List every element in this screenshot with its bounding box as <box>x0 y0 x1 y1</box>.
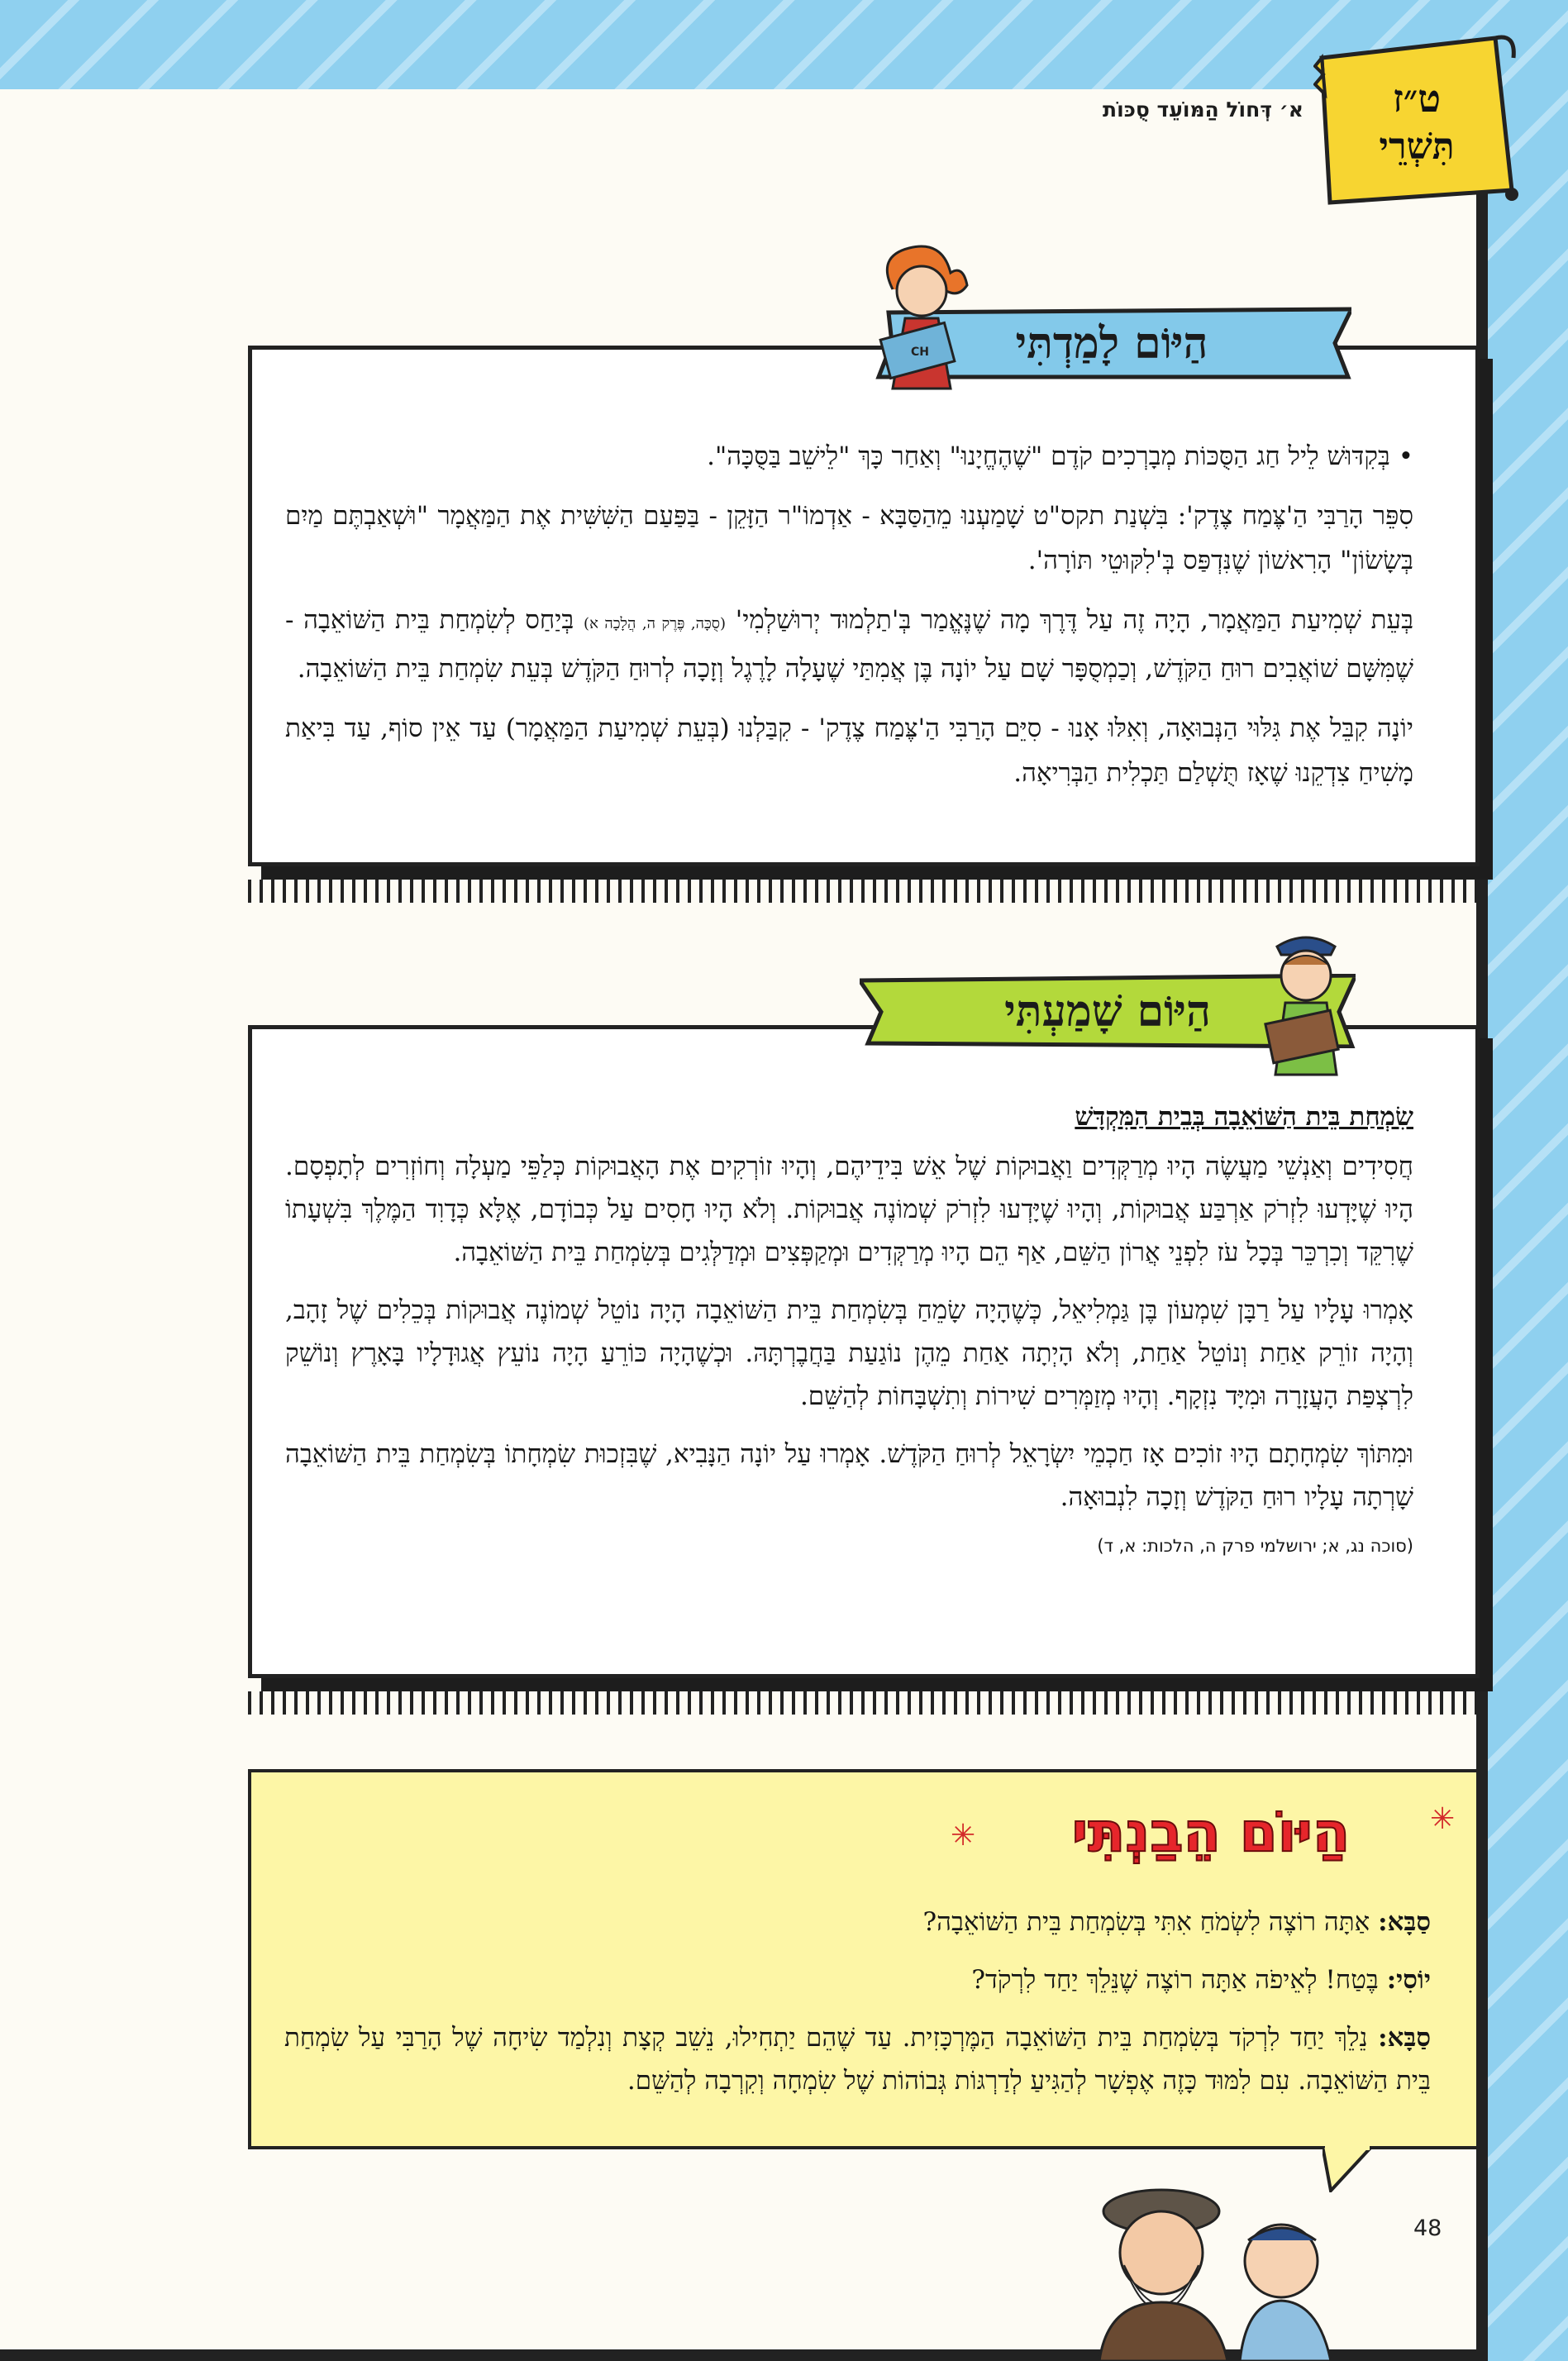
learned-paragraph: סִפֵּר הָרַבִּי הַ'צֶּמַח צֶדֶק': בִּשְׁנַת תקס"ט שָׁמַעְנוּ מֵהַסַּבָּא - אַדְמוֹ"ר הַזָּקֵן - בַּפַּעַם הַשִּׁשִּׁית אֶת הַמַּאֲמָר "וּשְׁאַבְתֶּם מַיִם בְּשָׂשׂוֹן" הָרִאשׁוֹן שֶׁנִּדְפַּס בְּ'לִקּוּטֵי תּוֹרָה'. <box>285 501 1413 575</box>
girl-reading-illustration <box>860 240 984 397</box>
dialogue-line <box>284 2016 1431 2102</box>
learned-p3-reference: (סֻכָּה, פֶּרֶק ה, הֲלָכָה א) <box>584 615 727 632</box>
heard-story-title: שִׂמְחַת בֵּית הַשּׁוֹאֵבָה בְּבֵית הַמִּקְדָּשׁ <box>1075 1102 1413 1132</box>
learned-paragraph: • בְּקִדּוּשׁ לֵיל חַג הַסֻּכּוֹת מְבָרְכִים קֹדֶם "שֶׁהֶחֱיָנוּ" וְאַחַר כָּךְ "לֵישֵׁב בַּסֻּכָּה". <box>707 441 1413 471</box>
page-number: 48 <box>1413 2216 1442 2241</box>
learned-p3-start: בְּעֵת שְׁמִיעַת הַמַּאֲמָר, הָיָה זֶה עַל דֶּרֶךְ מָה שֶׁנֶּאֱמַר בְּ'תַלְמוּד יְרוּשַׁלְמִי' <box>735 605 1414 635</box>
dialogue-line <box>284 1958 1431 2001</box>
date-day: ט״ז <box>1392 76 1442 121</box>
heard-paragraph: אָמְרוּ עָלָיו עַל רַבָּן שִׁמְעוֹן בֶּן גַּמְלִיאֵל, כְּשֶׁהָיָה שָׂמֵחַ בְּשִׂמְחַת בֵּית הַשּׁוֹאֵבָה הָיָה נוֹטֵל שְׁמוֹנֶה אֲבוּקוֹת בְּכֵלִים שֶׁל זָהָב, וְהָיָה זוֹרֵק אַחַת וְנוֹטֵל אַחַת, וְלֹא הָיְתָה אַחַת מֵהֶן נוֹגַעַת בַּחֲבֶרְתָּהּ. וּכְשֶׁהָיָה כּוֹרֵעַ הָיָה נוֹעֵץ אֲגוּדָלָיו בָּאָרֶץ וְנוֹשֵׁק לִרְצְפַּת הָעֲזָרָה וּמִיָּד נִזְקָף. וְהָיוּ מְזַמְּרִים שִׁירוֹת וְתִשְׁבָּחוֹת לְהַשֵּׁם. <box>285 1295 1413 1411</box>
speech-bubble-tail <box>1323 2146 1372 2192</box>
box2-fringe <box>248 1691 1480 1715</box>
page-header-title: א׳ דְּחוֹל הַמּוֹעֵד סֻכּוֹת <box>1103 98 1303 122</box>
sparkle-icon: ✳ <box>951 1819 976 1853</box>
understood-banner-title: הַיּוֹם הֵבַנְתִּי <box>1071 1801 1351 1864</box>
heard-text <box>285 1095 1413 1573</box>
dialogue-line <box>284 1901 1431 1944</box>
dialogue-text: בֶּטַח! לְאֵיפֹה אַתָּה רוֹצֶה שֶׁנֵּלֵךְ יַחַד לִרְקֹד? <box>971 1965 1387 1995</box>
learned-box <box>248 346 1480 866</box>
dialogue-text: נֵלֵךְ יַחַד לִרְקֹד בְּשִׂמְחַת בֵּית הַשּׁוֹאֵבָה הַמֶּרְכָּזִית. עַד שֶׁהֵם יַתְחִילוּ, נֵשֵׁב קְצָת וְנִלְמַד שִׂיחָה שֶׁל הָרַבִּי עַל שִׂמְחַת בֵּית הַשּׁוֹאֵבָה. עִם לִמּוּד כָּזֶה אֶפְשָׁר לְהַגִּיעַ לְדַרְגּוֹת גְּבוֹהוֹת שֶׁל שִׂמְחָה וְקִרְבָה לְהַשֵּׁם. <box>284 2023 1431 2096</box>
speaker-label: יוֹסִי: <box>1386 1965 1431 1995</box>
heard-box <box>248 1025 1480 1678</box>
heard-paragraph: חֲסִידִים וְאַנְשֵׁי מַעֲשֶׂה הָיוּ מְרַקְּדִים וַאֲבוּקוֹת שֶׁל אֵשׁ בִּידֵיהֶם, וְהָיוּ זוֹרְקִים אֶת הָאֲבוּקוֹת כְּלַפֵּי מַעְלָה וְחוֹזְרִים לְתָפְסָם. הָיוּ שֶׁיָּדְעוּ לִזְרֹק אַרְבַּע אֲבוּקוֹת, וְהָיוּ שֶׁיָּדְעוּ לִזְרֹק שְׁמוֹנֶה אֲבוּקוֹת. וְלֹא הָיוּ חָסִים עַל כְּבוֹדָם, אֶלָּא כְּדָוִד הַמֶּלֶךְ בִּשְׁעָתוֹ שֶׁרִקֵּד וְכִרְכֵּר בְּכָל עֹז לִפְנֵי אֲרוֹן הַשֵּׁם, אַף הֵם הָיוּ מְרַקְּדִים וּמְקַפְּצִים וּמְדַלְּגִים בְּשִׂמְחַת בֵּית הַשּׁוֹאֵבָה. <box>285 1152 1413 1267</box>
learned-paragraph: יוֹנָה קִבֵּל אֶת גִּלּוּי הַנְּבוּאָה, וְאִלּוּ אָנוּ - סִיֵּם הָרַבִּי הַ'צֶּמַח צֶדֶק' - קִבַּלְנוּ (בְּעֵת שְׁמִיעַת הַמַּאֲמָר) עַד אֵין סוֹף, עַד בִּיאַת מָשִׁיחַ צִדְקֵנוּ שֶׁאָז תֻּשְׁלַם תַּכְלִית הַבְּרִיאָה. <box>285 713 1413 788</box>
date-month: תִּשְׁרֵי <box>1379 126 1455 168</box>
learned-paragraph <box>285 598 1413 691</box>
learned-p3-end: בְּיַחַס לְשִׂמְחַת בֵּית הַשּׁוֹאֵבָה - שֶׁמִּשָּׁם שׁוֹאֲבִים רוּחַ הַקֹּדֶשׁ, וְכַמְסֻפָּר שָׁם עַל יוֹנָה בֶּן אֲמִתַּי שֶׁעָלָה לָרֶגֶל וְזָכָה לְרוּחַ הַקֹּדֶשׁ בְּעֵת שִׂמְחַת בֵּית הַשּׁוֹאֵבָה. <box>285 605 1413 684</box>
learned-text <box>285 434 1413 810</box>
date-tag <box>1313 33 1520 207</box>
learned-banner-title: הַיּוֹם לָמַדְתִּי <box>1015 317 1208 369</box>
boy-reading-illustration <box>1244 922 1368 1079</box>
understood-dialogue <box>284 1901 1431 2117</box>
book-label: CH <box>911 346 929 359</box>
dialogue-text: אַתָּה רוֹצֶה לִשְׂמֹחַ אִתִּי בְּשִׂמְחַת בֵּית הַשּׁוֹאֵבָה? <box>922 1907 1379 1937</box>
heard-source: (סוכה נג, א; ירושלמי פרק ה, הלכות: א, ד) <box>1097 1536 1413 1556</box>
speaker-label: סַבָּא: <box>1378 1907 1431 1937</box>
heard-paragraph: וּמִתּוֹךְ שִׂמְחָתָם הָיוּ זוֹכִים אָז חַכְמֵי יִשְׂרָאֵל לְרוּחַ הַקֹּדֶשׁ. אָמְרוּ עַל יוֹנָה הַנָּבִיא, שֶׁבִּזְכוּת שִׂמְחָתוֹ בְּשִׂמְחַת בֵּית הַשּׁוֹאֵבָה שָׁרְתָה עָלָיו רוּחַ הַקֹּדֶשׁ וְזָכָה לִנְבוּאָה. <box>285 1439 1413 1512</box>
speaker-label: סַבָּא: <box>1378 2023 1431 2053</box>
heard-banner-title: הַיּוֹם שָׁמַעְתִּי <box>1004 985 1211 1037</box>
sparkle-icon: ✳ <box>1430 1802 1456 1836</box>
box1-fringe <box>248 880 1480 903</box>
grandfather-and-boy-illustration <box>1083 2187 1356 2361</box>
